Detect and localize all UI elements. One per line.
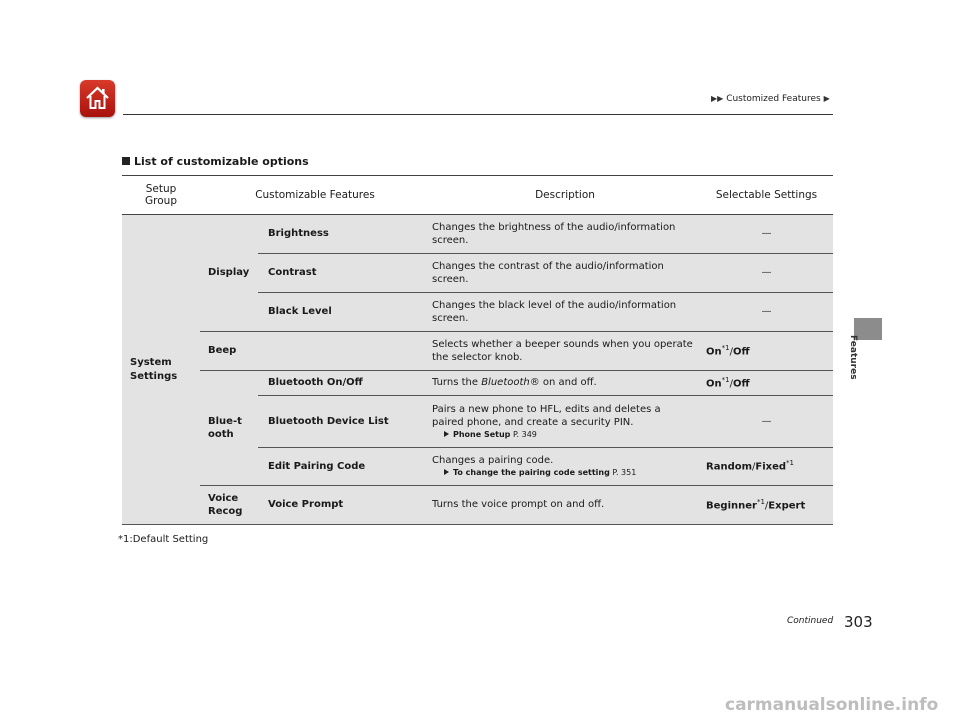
table-row — [122, 215, 833, 254]
header-description: Description — [430, 176, 700, 215]
subgroup-bluetooth: Blue-tooth — [200, 371, 258, 486]
feature-bluetooth-device-list: Bluetooth Device List — [258, 396, 430, 448]
feature-beep: Beep — [200, 332, 430, 371]
description-black-level: Changes the black level of the audio/information screen. — [430, 293, 700, 332]
setting-brightness: — — [700, 215, 833, 254]
feature-edit-pairing-code: Edit Pairing Code — [258, 448, 430, 486]
side-chapter-tab[interactable] — [854, 318, 882, 340]
description-contrast: Changes the contrast of the audio/information screen. — [430, 254, 700, 293]
side-chapter-label: Features — [848, 335, 858, 380]
setting-edit-pairing-code: Random/Fixed$^{*1}$ — [700, 448, 833, 486]
description-edit-pairing-code: Changes a pairing code. To change the pairing code setting P. 351 — [430, 448, 700, 486]
feature-voice-prompt: Voice Prompt — [258, 486, 430, 525]
setting-beep: On$^{*1}$/Off — [700, 332, 833, 371]
feature-bluetooth-on-off: Bluetooth On/Off — [258, 371, 430, 396]
description-bluetooth-device-list: Pairs a new phone to HFL, edits and deletes a paired phone, and create a security PIN. Phone Setup P. 349 — [430, 396, 700, 448]
reference-arrow-icon — [444, 469, 449, 475]
setting-voice-prompt: Beginner$^{*1}$/Expert — [700, 486, 833, 525]
breadcrumb[interactable] — [711, 94, 830, 104]
description-bluetooth-on-off: Turns the Bluetooth® on and off. — [430, 371, 700, 396]
subgroup-display: Display — [200, 215, 258, 332]
table-row — [122, 371, 833, 396]
options-table — [122, 175, 833, 525]
table-row — [122, 332, 833, 371]
setting-bluetooth-device-list: — — [700, 396, 833, 448]
footnote: *1:Default Setting — [118, 534, 209, 545]
setting-bluetooth-on-off: On$^{*1}$/Off — [700, 371, 833, 396]
feature-contrast: Contrast — [258, 254, 430, 293]
group-system-settings: System Settings — [122, 215, 200, 525]
watermark: carmanualsonline.info — [725, 695, 939, 715]
header-selectable-settings: Selectable Settings — [700, 176, 833, 215]
feature-brightness: Brightness — [258, 215, 430, 254]
cross-reference-link[interactable]: To change the pairing code setting P. 351 — [432, 468, 694, 479]
page-number: 303 — [844, 613, 873, 631]
setting-contrast: — — [700, 254, 833, 293]
table-header-row — [122, 176, 833, 215]
header-divider — [123, 114, 833, 115]
breadcrumb-label: Customized Features — [726, 94, 821, 104]
description-voice-prompt: Turns the voice prompt on and off. — [430, 486, 700, 525]
home-button[interactable] — [80, 80, 115, 117]
description-brightness: Changes the brightness of the audio/information screen. — [430, 215, 700, 254]
setting-black-level: — — [700, 293, 833, 332]
cross-reference-link[interactable]: Phone Setup P. 349 — [432, 430, 694, 441]
section-title: List of customizable options — [122, 155, 309, 168]
table-row — [122, 486, 833, 525]
subgroup-voice-recog: Voice Recog — [200, 486, 258, 525]
breadcrumb-arrow-icon: ▶▶ — [711, 94, 724, 103]
reference-arrow-icon — [444, 431, 449, 437]
continued-label: Continued — [787, 616, 834, 626]
feature-black-level: Black Level — [258, 293, 430, 332]
description-beep: Selects whether a beeper sounds when you operate the selector knob. — [430, 332, 700, 371]
square-bullet-icon — [122, 157, 130, 165]
breadcrumb-arrow-icon: ▶ — [823, 94, 830, 103]
header-customizable-features: Customizable Features — [200, 176, 430, 215]
header-setup-group: Setup Group — [122, 176, 200, 215]
home-icon — [85, 85, 110, 111]
